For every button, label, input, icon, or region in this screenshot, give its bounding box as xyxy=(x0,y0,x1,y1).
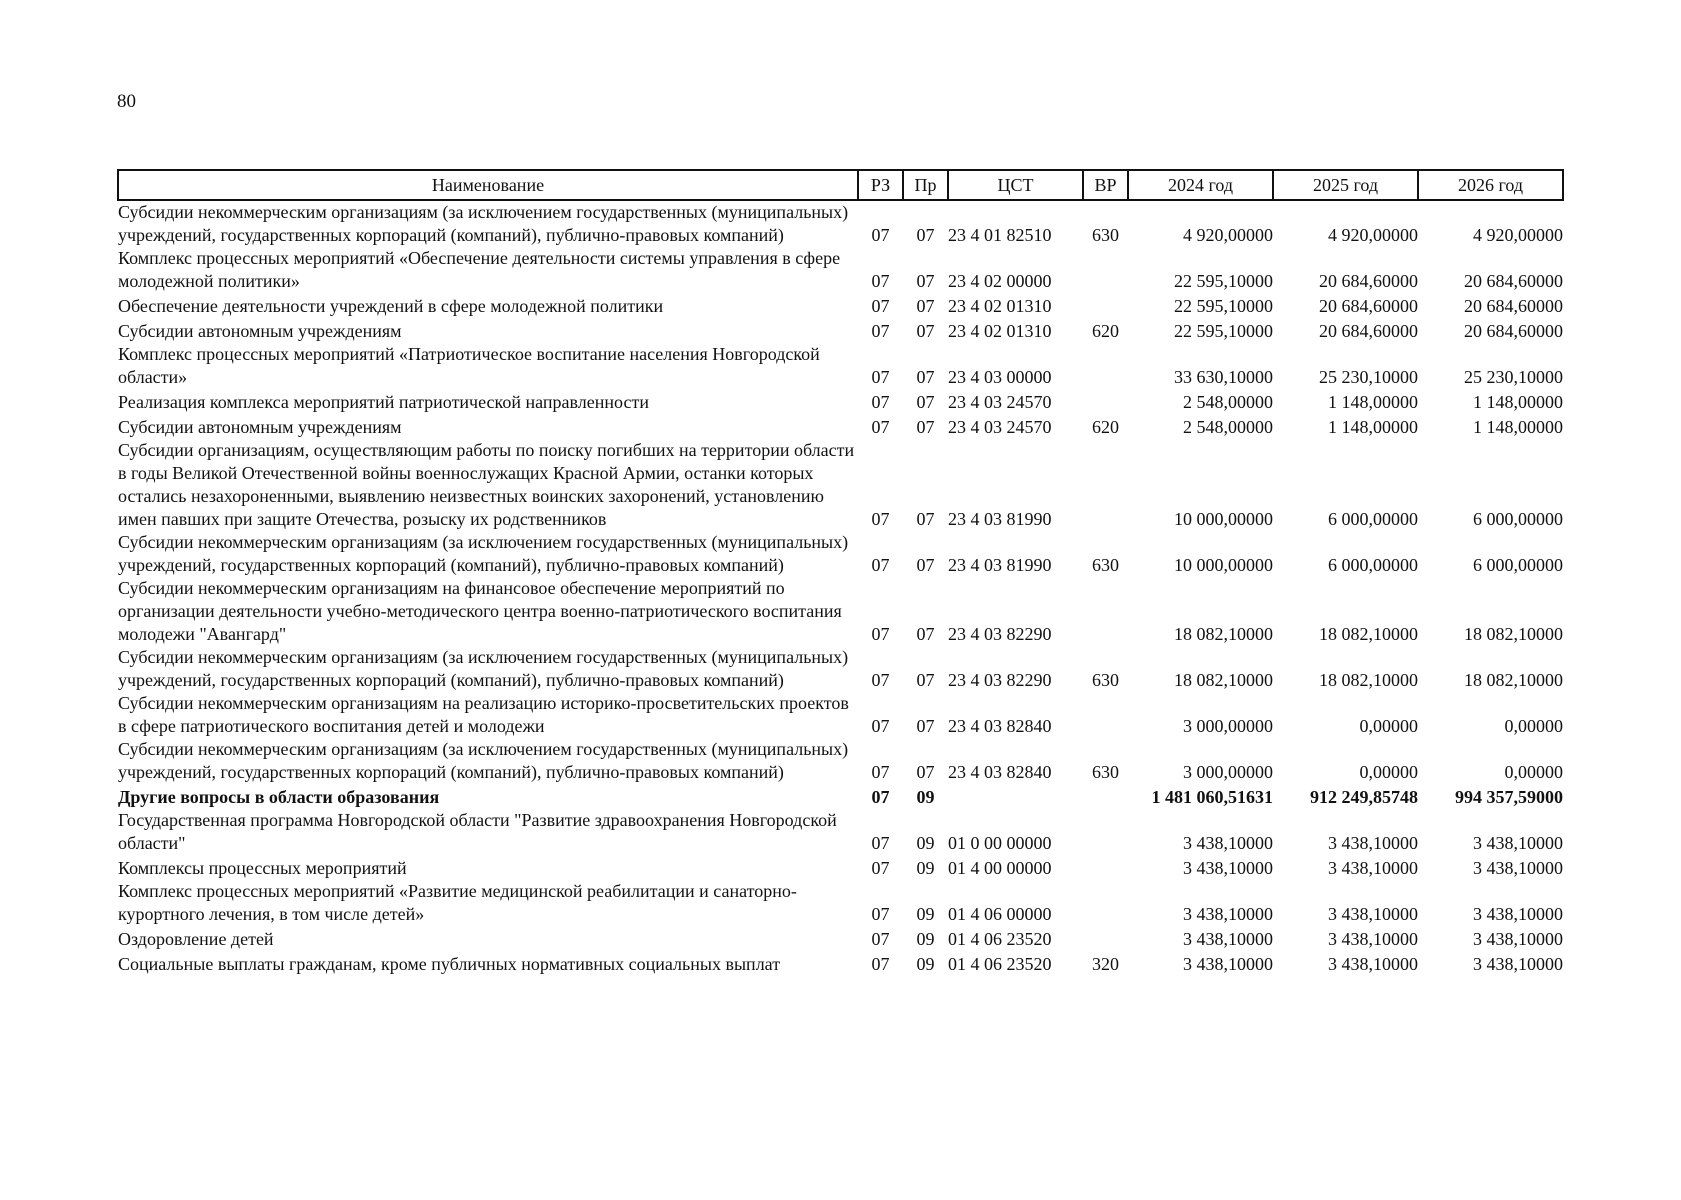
cell-vr xyxy=(1083,880,1128,926)
cell-2024: 10 000,00000 xyxy=(1174,509,1273,529)
cell-cst: 23 4 03 81990 xyxy=(948,555,1052,575)
cell-2024: 22 595,10000 xyxy=(1174,271,1273,291)
cell-vr xyxy=(1083,293,1128,318)
cell-2025: 912 249,85748 xyxy=(1310,787,1418,807)
cell-pr: 09 xyxy=(916,787,935,807)
cell-cst: 23 4 03 24570 xyxy=(948,417,1052,437)
cell-rz: 07 xyxy=(871,904,890,924)
cell-vr xyxy=(1083,577,1128,646)
cell-2026: 1 148,00000 xyxy=(1473,392,1563,412)
cell-rz: 07 xyxy=(871,225,890,245)
cell-2026: 20 684,60000 xyxy=(1464,321,1563,341)
cell-name: Субсидии некоммерческим организациям на финансовое обеспечение мероприятий по организации деятельности учебно-методического центра военно-патриотического воспитания молодежи "Авангард" xyxy=(118,578,842,644)
table-row xyxy=(118,531,1563,577)
cell-2024: 3 438,10000 xyxy=(1183,833,1273,853)
cell-name: Социальные выплаты гражданам, кроме публичных нормативных социальных выплат xyxy=(118,954,781,974)
cell-name: Субсидии автономным учреждениям xyxy=(118,417,402,437)
cell-vr xyxy=(1083,784,1128,809)
cell-2024: 3 438,10000 xyxy=(1183,954,1273,974)
cell-2024: 3 000,00000 xyxy=(1183,716,1273,736)
cell-pr: 07 xyxy=(916,555,935,575)
cell-pr: 07 xyxy=(916,716,935,736)
cell-2024: 22 595,10000 xyxy=(1174,321,1273,341)
header-2024: 2024 год xyxy=(1128,170,1273,200)
cell-2024: 10 000,00000 xyxy=(1174,555,1273,575)
cell-2025: 3 438,10000 xyxy=(1328,858,1418,878)
cell-pr: 07 xyxy=(916,225,935,245)
cell-name: Субсидии некоммерческим организациям на реализацию историко-просветительских проектов в сфере патриотического воспитания детей и молодежи xyxy=(118,693,849,736)
header-2026: 2026 год xyxy=(1418,170,1563,200)
cell-rz: 07 xyxy=(871,954,890,974)
cell-pr: 07 xyxy=(916,271,935,291)
cell-vr xyxy=(1083,855,1128,880)
cell-2025: 20 684,60000 xyxy=(1319,296,1418,316)
cell-rz: 07 xyxy=(871,762,890,782)
cell-vr: 630 xyxy=(1092,762,1119,782)
header-rz: РЗ xyxy=(858,170,903,200)
cell-2026: 18 082,10000 xyxy=(1464,624,1563,644)
cell-cst: 01 4 06 00000 xyxy=(948,904,1052,924)
cell-vr xyxy=(1083,692,1128,738)
cell-2025: 3 438,10000 xyxy=(1328,954,1418,974)
table-row xyxy=(118,926,1563,951)
table-row xyxy=(118,439,1563,531)
cell-2025: 6 000,00000 xyxy=(1328,509,1418,529)
cell-cst: 01 0 00 00000 xyxy=(948,833,1052,853)
cell-name: Субсидии некоммерческим организациям (за исключением государственных (муниципальных) учреждений, государственных корпораций (компаний), публично-правовых компаний) xyxy=(118,739,849,782)
cell-rz: 07 xyxy=(871,670,890,690)
cell-name: Другие вопросы в области образования xyxy=(118,787,440,807)
cell-vr: 630 xyxy=(1092,670,1119,690)
cell-vr xyxy=(1083,343,1128,389)
cell-cst: 23 4 03 82840 xyxy=(948,716,1052,736)
table-row xyxy=(118,389,1563,414)
table-row xyxy=(118,577,1563,646)
cell-name: Комплексы процессных мероприятий xyxy=(118,858,407,878)
cell-cst: 23 4 03 82290 xyxy=(948,670,1052,690)
cell-pr: 07 xyxy=(916,296,935,316)
cell-cst: 23 4 03 24570 xyxy=(948,392,1052,412)
cell-2025: 3 438,10000 xyxy=(1328,833,1418,853)
cell-cst: 01 4 06 23520 xyxy=(948,954,1052,974)
cell-rz: 07 xyxy=(871,321,890,341)
table-row xyxy=(118,951,1563,976)
cell-cst: 23 4 03 82290 xyxy=(948,624,1052,644)
cell-vr xyxy=(1083,389,1128,414)
cell-rz: 07 xyxy=(871,929,890,949)
cell-2025: 0,00000 xyxy=(1359,762,1418,782)
cell-2026: 18 082,10000 xyxy=(1464,670,1563,690)
cell-2026: 20 684,60000 xyxy=(1464,296,1563,316)
cell-pr: 07 xyxy=(916,321,935,341)
header-vr: ВР xyxy=(1083,170,1128,200)
cell-2024: 18 082,10000 xyxy=(1174,624,1273,644)
cell-2026: 3 438,10000 xyxy=(1473,858,1563,878)
cell-2024: 2 548,00000 xyxy=(1183,392,1273,412)
cell-rz: 07 xyxy=(871,555,890,575)
cell-cst: 23 4 02 01310 xyxy=(948,321,1052,341)
cell-pr: 09 xyxy=(916,954,935,974)
table-row xyxy=(118,343,1563,389)
cell-pr: 07 xyxy=(916,392,935,412)
cell-vr: 630 xyxy=(1092,555,1119,575)
cell-2026: 4 920,00000 xyxy=(1473,225,1563,245)
cell-cst: 23 4 03 00000 xyxy=(948,367,1052,387)
table-row xyxy=(118,293,1563,318)
cell-2024: 22 595,10000 xyxy=(1174,296,1273,316)
cell-2026: 6 000,00000 xyxy=(1473,509,1563,529)
cell-cst: 23 4 01 82510 xyxy=(948,225,1052,245)
cell-2025: 3 438,10000 xyxy=(1328,929,1418,949)
cell-vr xyxy=(1083,439,1128,531)
cell-2026: 25 230,10000 xyxy=(1464,367,1563,387)
cell-2026: 3 438,10000 xyxy=(1473,954,1563,974)
cell-rz: 07 xyxy=(871,787,890,807)
budget-table xyxy=(117,169,1564,976)
cell-2026: 3 438,10000 xyxy=(1473,833,1563,853)
cell-pr: 09 xyxy=(916,929,935,949)
cell-rz: 07 xyxy=(871,367,890,387)
cell-rz: 07 xyxy=(871,392,890,412)
cell-2025: 20 684,60000 xyxy=(1319,321,1418,341)
cell-vr xyxy=(1083,247,1128,293)
cell-2026: 3 438,10000 xyxy=(1473,904,1563,924)
cell-2024: 2 548,00000 xyxy=(1183,417,1273,437)
cell-2026: 6 000,00000 xyxy=(1473,555,1563,575)
cell-name: Государственная программа Новгородской области "Развитие здравоохранения Новгородской области" xyxy=(118,810,837,853)
table-header-row xyxy=(118,170,1563,200)
cell-vr: 630 xyxy=(1092,225,1119,245)
cell-2025: 1 148,00000 xyxy=(1328,417,1418,437)
cell-vr: 620 xyxy=(1092,321,1119,341)
cell-name: Оздоровление детей xyxy=(118,929,274,949)
cell-pr: 07 xyxy=(916,670,935,690)
cell-pr: 07 xyxy=(916,624,935,644)
table-row xyxy=(118,784,1563,809)
cell-2025: 1 148,00000 xyxy=(1328,392,1418,412)
cell-pr: 07 xyxy=(916,509,935,529)
cell-pr: 07 xyxy=(916,762,935,782)
cell-2026: 0,00000 xyxy=(1504,716,1563,736)
cell-2024: 3 438,10000 xyxy=(1183,929,1273,949)
cell-name: Субсидии некоммерческим организациям (за исключением государственных (муниципальных) учреждений, государственных корпораций (компаний), публично-правовых компаний) xyxy=(118,647,849,690)
cell-rz: 07 xyxy=(871,833,890,853)
cell-name: Комплекс процессных мероприятий «Развитие медицинской реабилитации и санаторно-курортного лечения, в том числе детей» xyxy=(118,881,797,924)
table-row xyxy=(118,855,1563,880)
table-row xyxy=(118,414,1563,439)
cell-vr xyxy=(1083,809,1128,855)
cell-pr: 07 xyxy=(916,417,935,437)
cell-rz: 07 xyxy=(871,271,890,291)
cell-2025: 25 230,10000 xyxy=(1319,367,1418,387)
cell-pr: 09 xyxy=(916,904,935,924)
table-body xyxy=(118,200,1563,976)
cell-name: Субсидии некоммерческим организациям (за исключением государственных (муниципальных) учреждений, государственных корпораций (компаний), публично-правовых компаний) xyxy=(118,202,849,245)
cell-vr: 320 xyxy=(1092,954,1119,974)
cell-vr: 620 xyxy=(1092,417,1119,437)
page-number: 80 xyxy=(117,91,136,112)
cell-name: Субсидии организациям, осуществляющим работы по поиску погибших на территории области в годы Великой Отечественной войны военнослужащих Красной Армии, останки которых остались незахороненными, выявлению неизвестных воинских захоронений, установлению имен павших при защите Отечества, розыску их родственников xyxy=(118,440,855,529)
cell-2026: 3 438,10000 xyxy=(1473,929,1563,949)
cell-cst: 01 4 06 23520 xyxy=(948,929,1052,949)
cell-2026: 20 684,60000 xyxy=(1464,271,1563,291)
cell-cst: 01 4 00 00000 xyxy=(948,858,1052,878)
cell-name: Субсидии некоммерческим организациям (за исключением государственных (муниципальных) учреждений, государственных корпораций (компаний), публично-правовых компаний) xyxy=(118,532,849,575)
cell-2025: 18 082,10000 xyxy=(1319,670,1418,690)
cell-2026: 0,00000 xyxy=(1504,762,1563,782)
cell-cst: 23 4 03 81990 xyxy=(948,509,1052,529)
table-row xyxy=(118,692,1563,738)
cell-2025: 3 438,10000 xyxy=(1328,904,1418,924)
cell-pr: 09 xyxy=(916,833,935,853)
cell-2025: 4 920,00000 xyxy=(1328,225,1418,245)
header-2025: 2025 год xyxy=(1273,170,1418,200)
cell-vr xyxy=(1083,926,1128,951)
cell-rz: 07 xyxy=(871,858,890,878)
cell-2026: 994 357,59000 xyxy=(1455,787,1563,807)
cell-2025: 6 000,00000 xyxy=(1328,555,1418,575)
header-cst: ЦСТ xyxy=(948,170,1083,200)
cell-2025: 18 082,10000 xyxy=(1319,624,1418,644)
cell-cst: 23 4 03 82840 xyxy=(948,762,1052,782)
cell-2024: 4 920,00000 xyxy=(1183,225,1273,245)
table-row xyxy=(118,247,1563,293)
cell-rz: 07 xyxy=(871,624,890,644)
table-row xyxy=(118,880,1563,926)
cell-name: Реализация комплекса мероприятий патриотической направленности xyxy=(118,392,649,412)
cell-cst: 23 4 02 01310 xyxy=(948,296,1052,316)
cell-2024: 3 000,00000 xyxy=(1183,762,1273,782)
cell-rz: 07 xyxy=(871,296,890,316)
cell-2024: 33 630,10000 xyxy=(1174,367,1273,387)
cell-rz: 07 xyxy=(871,509,890,529)
cell-name: Субсидии автономным учреждениям xyxy=(118,321,402,341)
cell-rz: 07 xyxy=(871,716,890,736)
cell-2024: 1 481 060,51631 xyxy=(1151,787,1273,807)
cell-2025: 20 684,60000 xyxy=(1319,271,1418,291)
cell-2025: 0,00000 xyxy=(1359,716,1418,736)
cell-2026: 1 148,00000 xyxy=(1473,417,1563,437)
cell-2024: 18 082,10000 xyxy=(1174,670,1273,690)
cell-2024: 3 438,10000 xyxy=(1183,858,1273,878)
table-row xyxy=(118,809,1563,855)
cell-pr: 09 xyxy=(916,858,935,878)
cell-name: Обеспечение деятельности учреждений в сфере молодежной политики xyxy=(118,296,664,316)
cell-cst: 23 4 02 00000 xyxy=(948,271,1052,291)
cell-pr: 07 xyxy=(916,367,935,387)
cell-2024: 3 438,10000 xyxy=(1183,904,1273,924)
header-name: Наименование xyxy=(118,170,858,200)
table-row xyxy=(118,318,1563,343)
cell-name: Комплекс процессных мероприятий «Патриотическое воспитание населения Новгородской области» xyxy=(118,344,820,387)
cell-cst xyxy=(948,784,1083,809)
header-pr: Пр xyxy=(903,170,948,200)
table-row xyxy=(118,738,1563,784)
table-row xyxy=(118,646,1563,692)
cell-rz: 07 xyxy=(871,417,890,437)
cell-name: Комплекс процессных мероприятий «Обеспечение деятельности системы управления в сфере молодежной политики» xyxy=(118,248,841,291)
table-row xyxy=(118,200,1563,247)
